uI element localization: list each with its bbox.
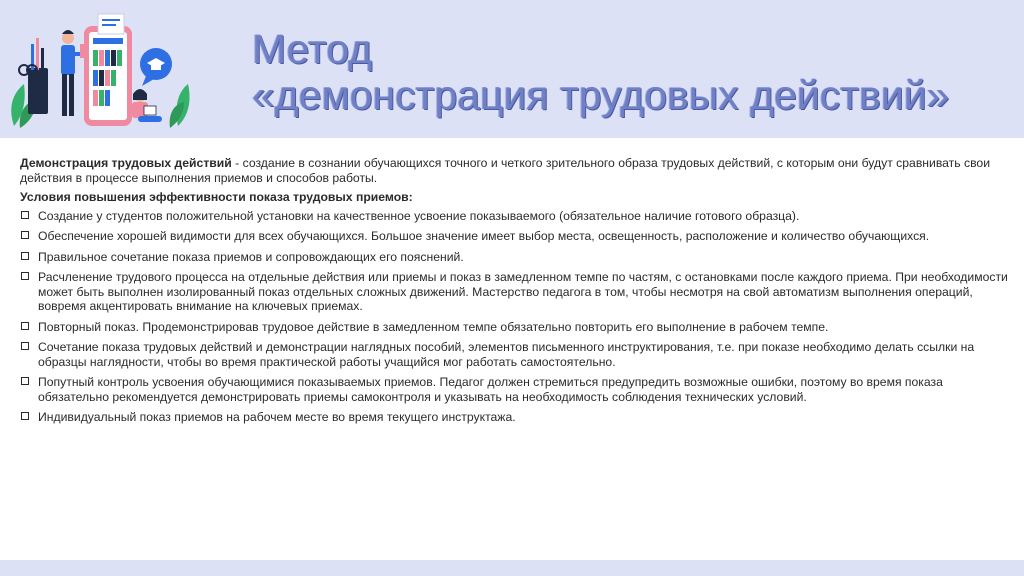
list-item-text: Расчленение трудового процесса на отдельные действия или приемы и показ в замедленном темпе по частям, с остановками после каждого приема. При необходимости может быть выполнен изолированный показ отдельных сложных движений. Мастерство педагога в том, чтобы несмотря на свой автоматизм выполнения операций, вовремя акцентировать внимание на ключевых приемах.	[38, 270, 1008, 313]
conditions-heading: Условия повышения эффективности показа трудовых приемов:	[20, 190, 413, 204]
conditions-list	[20, 209, 1010, 425]
intro-definition: создание в сознании обучающихся точного и четкого зрительного образа трудовых действий, с которым они будут сравнивать свои действия в процессе выполнения приемов и способов работы.	[20, 156, 991, 185]
list-item	[20, 209, 1010, 224]
list-item	[20, 340, 1010, 369]
list-item-text: Обеспечение хорошей видимости для всех обучающихся. Большое значение имеет выбор места, освещенность, расположение и количество обучающихся.	[38, 229, 930, 243]
list-item-text: Правильное сочетание показа приемов и сопровождающих его пояснений.	[38, 249, 464, 264]
intro-term: Демонстрация трудовых действий	[20, 156, 232, 170]
list-item-text: Создание у студентов положительной установки на качественное усвоение показываемого (обязательное наличие готового образца).	[38, 208, 800, 223]
list-item	[20, 270, 1010, 314]
list-item	[20, 229, 1010, 244]
title-line-1: Метод	[252, 26, 373, 72]
list-item-text: Индивидуальный показ приемов на рабочем месте во время текущего инструктажа.	[38, 410, 516, 424]
footer-band	[0, 560, 1024, 576]
list-item-text: Попутный контроль усвоения обучающимися показываемых приемов. Педагог должен стремиться предупредить возможные ошибки, поэтому во время показа обязательно рекомендуется демонстрировать приемы самоконтроля и указывать на необходимость соблюдения технических условий.	[38, 375, 943, 404]
checkbox-bullet-icon	[21, 377, 29, 385]
checkbox-bullet-icon	[21, 231, 29, 239]
checkbox-bullet-icon	[21, 322, 29, 330]
checkbox-bullet-icon	[21, 272, 29, 280]
checkbox-bullet-icon	[21, 342, 29, 350]
list-item	[20, 320, 1010, 335]
title-line-2: «демонстрация трудовых действий»	[252, 72, 950, 118]
checkbox-bullet-icon	[21, 412, 29, 420]
list-item	[20, 250, 1010, 265]
intro-separator: -	[231, 156, 243, 170]
list-item	[20, 375, 1010, 404]
main-content	[20, 156, 1010, 431]
education-illustration	[6, 8, 198, 136]
page-title	[252, 26, 949, 118]
checkbox-bullet-icon	[21, 211, 29, 219]
checkbox-bullet-icon	[21, 252, 29, 260]
list-item-text: Сочетание показа трудовых действий и демонстрации наглядных пособий, элементов письменного инструктирования, т.е. при показе необходимо делать ссылки на образцы наглядности, чтобы во время практической работы учащийся мог работать самостоятельно.	[38, 340, 975, 369]
list-item	[20, 410, 1010, 425]
intro-paragraph	[20, 156, 1010, 185]
list-item-text: Повторный показ. Продемонстрировав трудовое действие в замедленном темпе обязательно повторить его выполнение в рабочем темпе.	[38, 319, 829, 334]
